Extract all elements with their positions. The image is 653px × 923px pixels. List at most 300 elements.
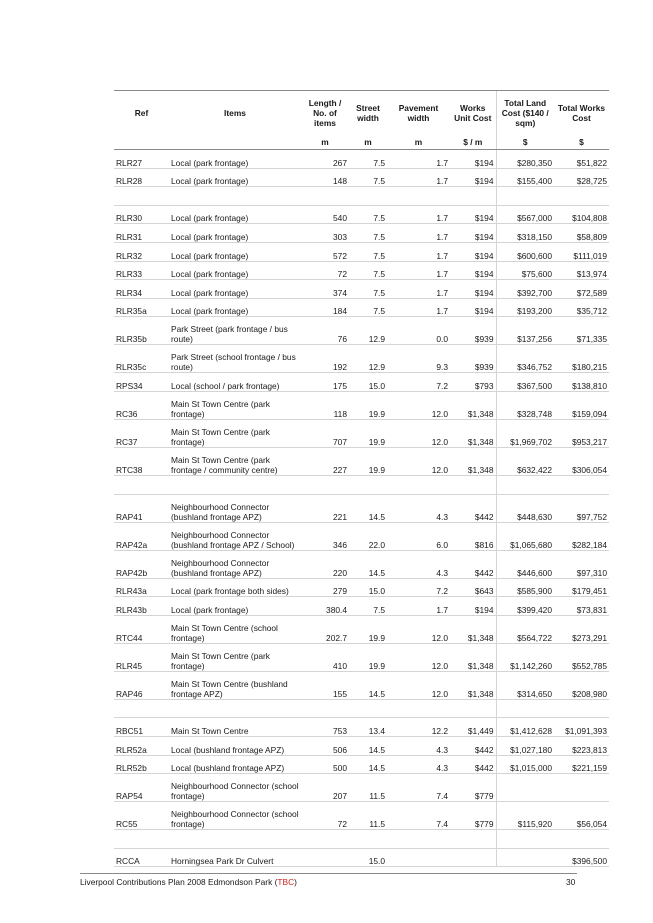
contributions-cost-table	[114, 90, 609, 867]
cell-ref: RAP42b	[114, 550, 169, 578]
header-ref: Ref	[114, 91, 169, 135]
cell-works-unit-cost	[450, 848, 496, 867]
table-row	[114, 317, 609, 345]
cell-street-width: 7.5	[349, 168, 387, 187]
cell-length: 346	[301, 522, 349, 550]
cell-works-unit-cost: $194	[450, 280, 496, 299]
table-row	[114, 391, 609, 419]
cell-pavement-width: 7.4	[387, 802, 450, 830]
header-total-works-cost: Total Works Cost	[554, 91, 609, 135]
cell-ref: RLR43b	[114, 597, 169, 616]
cell-total-land-cost: $1,015,000	[496, 755, 554, 774]
table-row	[114, 419, 609, 447]
cell-pavement-width: 12.2	[387, 718, 450, 737]
cell-item: Local (park frontage both sides)	[169, 578, 301, 597]
cell-total-land-cost: $392,700	[496, 280, 554, 299]
spacer-cell	[496, 475, 554, 494]
cell-street-width: 7.5	[349, 298, 387, 317]
cell-street-width: 7.5	[349, 150, 387, 169]
cell-total-works-cost	[554, 774, 609, 802]
cell-length: 506	[301, 736, 349, 755]
cell-street-width: 11.5	[349, 802, 387, 830]
cell-street-width: 19.9	[349, 447, 387, 475]
cell-works-unit-cost: $442	[450, 755, 496, 774]
cell-total-land-cost: $314,650	[496, 671, 554, 699]
cell-ref: RBC51	[114, 718, 169, 737]
spacer-cell	[554, 187, 609, 206]
spacer-cell	[169, 699, 301, 718]
cell-total-works-cost: $104,808	[554, 205, 609, 224]
cell-ref: RLR32	[114, 242, 169, 261]
cell-total-land-cost: $1,142,260	[496, 643, 554, 671]
table-row	[114, 447, 609, 475]
footer-title: Liverpool Contributions Plan 2008 Edmondson Park (	[80, 877, 278, 887]
spacer-cell	[349, 475, 387, 494]
table-row	[114, 774, 609, 802]
cell-ref: RC36	[114, 391, 169, 419]
footer-divider	[80, 873, 577, 874]
footer-document-title	[80, 877, 297, 887]
cell-item: Neighbourhood Connector (bushland frontage APZ / School)	[169, 522, 301, 550]
cell-pavement-width: 1.7	[387, 205, 450, 224]
spacer-cell	[169, 475, 301, 494]
table-row	[114, 261, 609, 280]
spacer-row	[114, 699, 609, 718]
cell-ref: RLR43a	[114, 578, 169, 597]
header-street-width: Street width	[349, 91, 387, 135]
cell-works-unit-cost: $194	[450, 168, 496, 187]
spacer-cell	[169, 187, 301, 206]
spacer-cell	[387, 699, 450, 718]
cell-street-width: 7.5	[349, 597, 387, 616]
cell-works-unit-cost: $194	[450, 150, 496, 169]
cell-pavement-width: 12.0	[387, 643, 450, 671]
cell-length: 155	[301, 671, 349, 699]
cell-total-works-cost: $208,980	[554, 671, 609, 699]
spacer-cell	[387, 830, 450, 849]
cell-item: Main St Town Centre (school frontage)	[169, 615, 301, 643]
table-row	[114, 494, 609, 522]
cell-total-land-cost: $155,400	[496, 168, 554, 187]
table-row	[114, 802, 609, 830]
spacer-cell	[114, 830, 169, 849]
spacer-cell	[301, 187, 349, 206]
cell-street-width: 7.5	[349, 224, 387, 243]
cell-works-unit-cost: $1,348	[450, 419, 496, 447]
spacer-cell	[349, 187, 387, 206]
cell-pavement-width: 7.4	[387, 774, 450, 802]
cell-item: Horningsea Park Dr Culvert	[169, 848, 301, 867]
table-body	[114, 150, 609, 867]
header-works-unit-cost: Works Unit Cost	[450, 91, 496, 135]
cell-street-width: 15.0	[349, 373, 387, 392]
footer-title-end: )	[294, 877, 297, 887]
table-row	[114, 671, 609, 699]
unit-length: m	[301, 134, 349, 150]
spacer-cell	[450, 699, 496, 718]
cell-total-works-cost: $282,184	[554, 522, 609, 550]
cell-item: Main St Town Centre (park frontage)	[169, 419, 301, 447]
cell-total-land-cost: $585,900	[496, 578, 554, 597]
cell-total-works-cost: $73,831	[554, 597, 609, 616]
cell-total-land-cost: $137,256	[496, 317, 554, 345]
cell-works-unit-cost: $1,348	[450, 615, 496, 643]
cell-street-width: 7.5	[349, 242, 387, 261]
table-row	[114, 848, 609, 867]
cell-ref: RAP42a	[114, 522, 169, 550]
table-row	[114, 522, 609, 550]
cell-street-width: 19.9	[349, 391, 387, 419]
cell-total-works-cost: $396,500	[554, 848, 609, 867]
cell-total-land-cost: $346,752	[496, 345, 554, 373]
cell-item: Local (park frontage)	[169, 224, 301, 243]
cell-total-works-cost: $58,809	[554, 224, 609, 243]
cell-total-works-cost: $72,589	[554, 280, 609, 299]
cell-ref: RAP54	[114, 774, 169, 802]
spacer-cell	[387, 187, 450, 206]
spacer-row	[114, 475, 609, 494]
cell-street-width: 7.5	[349, 205, 387, 224]
cell-street-width: 19.9	[349, 615, 387, 643]
cell-total-land-cost: $600,600	[496, 242, 554, 261]
cell-total-works-cost: $552,785	[554, 643, 609, 671]
cell-item: Main St Town Centre	[169, 718, 301, 737]
cell-length	[301, 848, 349, 867]
cell-length: 303	[301, 224, 349, 243]
cell-total-works-cost: $71,335	[554, 317, 609, 345]
footer-tbc: TBC	[277, 877, 295, 887]
cell-total-land-cost	[496, 848, 554, 867]
cell-street-width: 22.0	[349, 522, 387, 550]
cell-works-unit-cost: $939	[450, 317, 496, 345]
cell-length: 202.7	[301, 615, 349, 643]
cell-pavement-width: 1.7	[387, 298, 450, 317]
spacer-cell	[349, 699, 387, 718]
cell-total-land-cost: $567,000	[496, 205, 554, 224]
cell-pavement-width: 4.3	[387, 550, 450, 578]
cell-works-unit-cost: $194	[450, 242, 496, 261]
cell-ref: RLR31	[114, 224, 169, 243]
cell-ref: RLR34	[114, 280, 169, 299]
cell-length: 72	[301, 261, 349, 280]
cell-total-land-cost: $328,748	[496, 391, 554, 419]
spacer-cell	[554, 475, 609, 494]
cell-length: 76	[301, 317, 349, 345]
spacer-cell	[169, 830, 301, 849]
cell-total-works-cost: $221,159	[554, 755, 609, 774]
cell-total-works-cost: $97,310	[554, 550, 609, 578]
cell-total-works-cost: $273,291	[554, 615, 609, 643]
cell-pavement-width: 12.0	[387, 419, 450, 447]
cell-ref: RCCA	[114, 848, 169, 867]
cell-pavement-width: 1.7	[387, 597, 450, 616]
cell-ref: RTC44	[114, 615, 169, 643]
cell-street-width: 19.9	[349, 419, 387, 447]
cell-ref: RTC38	[114, 447, 169, 475]
spacer-cell	[114, 699, 169, 718]
cell-works-unit-cost: $1,348	[450, 671, 496, 699]
table-row	[114, 224, 609, 243]
spacer-cell	[301, 475, 349, 494]
spacer-cell	[450, 187, 496, 206]
cell-item: Neighbourhood Connector (school frontage)	[169, 774, 301, 802]
cell-total-land-cost	[496, 774, 554, 802]
cell-pavement-width: 1.7	[387, 261, 450, 280]
cell-length: 540	[301, 205, 349, 224]
unit-total-land-cost: $	[496, 134, 554, 150]
cell-total-land-cost: $446,600	[496, 550, 554, 578]
header-row	[114, 91, 609, 135]
cell-ref: RAP46	[114, 671, 169, 699]
cell-total-works-cost: $56,054	[554, 802, 609, 830]
cell-pavement-width: 4.3	[387, 494, 450, 522]
cell-works-unit-cost: $194	[450, 205, 496, 224]
cell-length: 192	[301, 345, 349, 373]
cell-street-width: 15.0	[349, 848, 387, 867]
cell-item: Park Street (park frontage / bus route)	[169, 317, 301, 345]
cell-total-land-cost: $115,920	[496, 802, 554, 830]
cell-street-width: 12.9	[349, 317, 387, 345]
cell-pavement-width: 12.0	[387, 671, 450, 699]
cell-pavement-width: 1.7	[387, 242, 450, 261]
cell-length: 267	[301, 150, 349, 169]
cell-street-width: 14.5	[349, 550, 387, 578]
cell-works-unit-cost: $442	[450, 494, 496, 522]
cell-item: Local (park frontage)	[169, 261, 301, 280]
table-row	[114, 597, 609, 616]
cell-length: 279	[301, 578, 349, 597]
cell-item: Local (park frontage)	[169, 242, 301, 261]
cell-item: Neighbourhood Connector (bushland frontage APZ)	[169, 494, 301, 522]
cell-total-works-cost: $223,813	[554, 736, 609, 755]
spacer-cell	[450, 830, 496, 849]
cell-ref: RAP41	[114, 494, 169, 522]
cell-street-width: 14.5	[349, 736, 387, 755]
cell-works-unit-cost: $194	[450, 298, 496, 317]
unit-street-width: m	[349, 134, 387, 150]
table-row	[114, 345, 609, 373]
spacer-cell	[496, 187, 554, 206]
cell-item: Local (park frontage)	[169, 298, 301, 317]
cell-total-land-cost: $193,200	[496, 298, 554, 317]
spacer-cell	[301, 699, 349, 718]
cell-works-unit-cost: $194	[450, 224, 496, 243]
cell-length: 572	[301, 242, 349, 261]
cell-works-unit-cost: $816	[450, 522, 496, 550]
cell-item: Local (park frontage)	[169, 168, 301, 187]
cell-item: Local (school / park frontage)	[169, 373, 301, 392]
cell-item: Local (bushland frontage APZ)	[169, 755, 301, 774]
cell-length: 380.4	[301, 597, 349, 616]
spacer-cell	[554, 699, 609, 718]
spacer-cell	[450, 475, 496, 494]
cell-ref: RLR45	[114, 643, 169, 671]
spacer-row	[114, 187, 609, 206]
cell-total-works-cost: $138,810	[554, 373, 609, 392]
unit-ref	[114, 134, 169, 150]
table-row	[114, 298, 609, 317]
cell-works-unit-cost: $1,348	[450, 391, 496, 419]
spacer-cell	[496, 830, 554, 849]
cell-pavement-width: 1.7	[387, 150, 450, 169]
cell-pavement-width: 4.3	[387, 736, 450, 755]
cell-total-land-cost: $318,150	[496, 224, 554, 243]
cell-length: 175	[301, 373, 349, 392]
cell-ref: RLR27	[114, 150, 169, 169]
cell-street-width: 7.5	[349, 280, 387, 299]
unit-pavement-width: m	[387, 134, 450, 150]
spacer-cell	[114, 187, 169, 206]
cell-pavement-width: 12.0	[387, 615, 450, 643]
spacer-cell	[554, 830, 609, 849]
cell-street-width: 15.0	[349, 578, 387, 597]
cell-length: 410	[301, 643, 349, 671]
cell-works-unit-cost: $1,348	[450, 447, 496, 475]
cell-item: Neighbourhood Connector (school frontage)	[169, 802, 301, 830]
cell-total-works-cost: $28,725	[554, 168, 609, 187]
cell-item: Main St Town Centre (park frontage)	[169, 643, 301, 671]
cell-pavement-width: 7.2	[387, 578, 450, 597]
cell-pavement-width: 1.7	[387, 168, 450, 187]
cell-length: 72	[301, 802, 349, 830]
cell-ref: RLR30	[114, 205, 169, 224]
cell-length: 220	[301, 550, 349, 578]
cell-pavement-width: 4.3	[387, 755, 450, 774]
table-row	[114, 242, 609, 261]
table-row	[114, 150, 609, 169]
cell-length: 221	[301, 494, 349, 522]
cell-total-land-cost: $448,630	[496, 494, 554, 522]
cell-street-width: 14.5	[349, 494, 387, 522]
cell-length: 118	[301, 391, 349, 419]
cell-ref: RLR35a	[114, 298, 169, 317]
cell-total-land-cost: $1,027,180	[496, 736, 554, 755]
cell-pavement-width: 7.2	[387, 373, 450, 392]
cell-total-land-cost: $75,600	[496, 261, 554, 280]
spacer-cell	[349, 830, 387, 849]
cell-total-works-cost: $35,712	[554, 298, 609, 317]
table-row	[114, 578, 609, 597]
cell-total-land-cost: $564,722	[496, 615, 554, 643]
cell-total-land-cost: $1,969,702	[496, 419, 554, 447]
cell-length: 148	[301, 168, 349, 187]
spacer-cell	[301, 830, 349, 849]
cell-street-width: 13.4	[349, 718, 387, 737]
cell-item: Local (park frontage)	[169, 280, 301, 299]
cell-total-land-cost: $399,420	[496, 597, 554, 616]
unit-works-unit-cost: $ / m	[450, 134, 496, 150]
header-length: Length / No. of items	[301, 91, 349, 135]
cell-total-works-cost: $111,019	[554, 242, 609, 261]
header-total-land-cost: Total Land Cost ($140 / sqm)	[496, 91, 554, 135]
cell-works-unit-cost: $194	[450, 597, 496, 616]
cell-works-unit-cost: $1,449	[450, 718, 496, 737]
cell-total-land-cost: $1,412,628	[496, 718, 554, 737]
cell-item: Local (bushland frontage APZ)	[169, 736, 301, 755]
cell-item: Main St Town Centre (park frontage)	[169, 391, 301, 419]
cell-street-width: 19.9	[349, 643, 387, 671]
units-row	[114, 134, 609, 150]
cell-pavement-width: 1.7	[387, 280, 450, 299]
table-row	[114, 550, 609, 578]
cell-works-unit-cost: $194	[450, 261, 496, 280]
cell-street-width: 7.5	[349, 261, 387, 280]
cell-item: Neighbourhood Connector (bushland frontage APZ)	[169, 550, 301, 578]
header-pavement-width: Pavement width	[387, 91, 450, 135]
cell-works-unit-cost: $793	[450, 373, 496, 392]
cell-item: Local (park frontage)	[169, 150, 301, 169]
cell-pavement-width: 9.3	[387, 345, 450, 373]
cell-total-works-cost: $51,822	[554, 150, 609, 169]
spacer-cell	[387, 475, 450, 494]
cell-ref: RLR35b	[114, 317, 169, 345]
cell-ref: RC55	[114, 802, 169, 830]
cell-street-width: 14.5	[349, 671, 387, 699]
cell-works-unit-cost: $939	[450, 345, 496, 373]
cell-item: Main St Town Centre (park frontage / community centre)	[169, 447, 301, 475]
cell-pavement-width: 12.0	[387, 391, 450, 419]
cell-pavement-width: 0.0	[387, 317, 450, 345]
cell-length: 707	[301, 419, 349, 447]
table-row	[114, 718, 609, 737]
spacer-cell	[496, 699, 554, 718]
cell-total-works-cost: $159,094	[554, 391, 609, 419]
cell-length: 374	[301, 280, 349, 299]
cell-ref: RLR33	[114, 261, 169, 280]
page-number: 30	[566, 877, 576, 887]
cell-item: Local (park frontage)	[169, 597, 301, 616]
cell-length: 227	[301, 447, 349, 475]
table-row	[114, 736, 609, 755]
cell-ref: RLR52a	[114, 736, 169, 755]
cell-works-unit-cost: $779	[450, 802, 496, 830]
cell-pavement-width: 1.7	[387, 224, 450, 243]
cell-total-land-cost: $1,065,680	[496, 522, 554, 550]
spacer-cell	[114, 475, 169, 494]
table-row	[114, 205, 609, 224]
cell-total-works-cost: $13,974	[554, 261, 609, 280]
cell-street-width: 12.9	[349, 345, 387, 373]
cell-ref: RC37	[114, 419, 169, 447]
cell-total-works-cost: $179,451	[554, 578, 609, 597]
cell-total-works-cost: $953,217	[554, 419, 609, 447]
cell-ref: RPS34	[114, 373, 169, 392]
cell-item: Park Street (school frontage / bus route)	[169, 345, 301, 373]
cell-works-unit-cost: $442	[450, 550, 496, 578]
cell-ref: RLR52b	[114, 755, 169, 774]
cell-total-works-cost: $97,752	[554, 494, 609, 522]
spacer-row	[114, 830, 609, 849]
cell-total-works-cost: $1,091,393	[554, 718, 609, 737]
cell-ref: RLR28	[114, 168, 169, 187]
cell-total-land-cost: $367,500	[496, 373, 554, 392]
cell-pavement-width	[387, 848, 450, 867]
cell-total-works-cost: $306,054	[554, 447, 609, 475]
cell-works-unit-cost: $442	[450, 736, 496, 755]
cell-pavement-width: 12.0	[387, 447, 450, 475]
table-row	[114, 643, 609, 671]
table-row	[114, 168, 609, 187]
header-items: Items	[169, 91, 301, 135]
cell-length: 753	[301, 718, 349, 737]
cell-length: 207	[301, 774, 349, 802]
cell-ref: RLR35c	[114, 345, 169, 373]
cell-works-unit-cost: $779	[450, 774, 496, 802]
table-row	[114, 615, 609, 643]
cell-total-land-cost: $280,350	[496, 150, 554, 169]
cell-item: Local (park frontage)	[169, 205, 301, 224]
unit-items	[169, 134, 301, 150]
